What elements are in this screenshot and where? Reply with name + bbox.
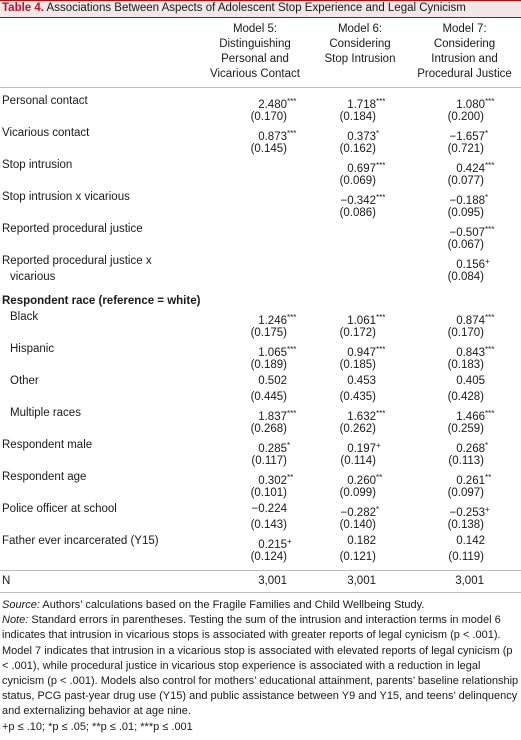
standard-error-m7: (0.097) [447, 487, 484, 499]
standard-error-m7: (0.067) [447, 239, 484, 251]
significance-mark: *** [485, 345, 495, 354]
coefficient-value: 1.718 [347, 99, 376, 111]
coefficient-value: −1.657 [449, 131, 485, 143]
coefficient-value: 1.061 [347, 315, 376, 327]
significance-mark: * [376, 129, 380, 138]
standard-error-m7: (0.138) [447, 519, 484, 531]
standard-error-m6: (0.172) [339, 327, 376, 339]
row-label: Black [10, 311, 39, 323]
n-label: N [2, 575, 11, 587]
significance-mark: ** [485, 473, 492, 482]
header-model-6 [315, 22, 405, 67]
significance-mark: + [485, 257, 490, 266]
significance-mark: + [485, 505, 490, 514]
coefficient-value: −0.224 [251, 503, 287, 515]
standard-error-m7: (0.113) [448, 455, 484, 467]
source-label: Source: [2, 599, 40, 611]
header-model-5 [200, 22, 310, 82]
coefficient-value: −0.507 [449, 227, 485, 239]
standard-error-m5: (0.145) [250, 143, 287, 155]
standard-error-m6: (0.162) [339, 143, 376, 155]
standard-error-m7: (0.119) [448, 551, 484, 563]
coefficient-value: −0.188 [449, 195, 485, 207]
significance-mark: *** [287, 409, 297, 418]
coefficient-m6 [347, 374, 393, 389]
coefficient-value: 1.632 [347, 411, 376, 423]
row-label: Respondent age [2, 471, 87, 483]
standard-error-m7: (0.259) [447, 423, 484, 435]
coefficient-value: 0.373 [347, 131, 376, 143]
header-line: Procedural Justice [417, 68, 512, 80]
coefficient-m7 [456, 374, 502, 389]
coefficient-value: 0.260 [347, 475, 376, 487]
significance-mark: *** [376, 193, 386, 202]
significance-mark: *** [287, 129, 297, 138]
standard-error-m6: (0.184) [339, 111, 376, 123]
significance-mark: ** [287, 473, 294, 482]
standard-error-m5: (0.175) [250, 327, 287, 339]
standard-error-m5: (0.143) [250, 519, 287, 531]
row-label: Reported procedural justice x [2, 255, 152, 267]
note-text: Standard errors in parentheses. Testing the sum of the intrusion and interaction terms in model 6 indicates that intrusion in vicarious stops is associated with greater reports of legal cynicism (p < .001). Model 7 indicates that intrusion in a vicarious stop is associated with elevated reports of legal cynicism (p < .001), while procedural justice in vicarious stop experience is associated with a reduction in legal cynicism (p < .001). Models also control for mothers’ educational attainment, parents’ baseline relationship status, PCG past-year drug use (Y15) and public assistance between Y9 and Y15, and teens’ delinquency and externalizing behavior at age nine. [2, 614, 519, 718]
n-model-6: 3,001 [347, 575, 376, 587]
standard-error-m5: (0.445) [250, 391, 287, 403]
coefficient-m5 [252, 502, 305, 517]
coefficient-value: 1.246 [258, 315, 287, 327]
significance-mark: * [376, 505, 380, 514]
standard-error-m7: (0.170) [447, 327, 484, 339]
standard-error-m7: (0.084) [447, 271, 484, 283]
significance-mark: *** [376, 161, 386, 170]
standard-error-m5: (0.117) [251, 455, 287, 467]
section-label: Respondent race (reference = white) [2, 295, 201, 307]
significance-mark: * [287, 441, 291, 450]
significance-mark: *** [376, 409, 386, 418]
source-text: Authors’ calculations based on the Fragile Families and Child Wellbeing Study. [39, 599, 425, 611]
coefficient-value: 1.080 [456, 99, 485, 111]
coefficient-value: 0.261 [456, 475, 485, 487]
row-label: Hispanic [10, 343, 55, 355]
source-note [2, 598, 519, 613]
significance-mark: *** [485, 97, 495, 106]
standard-error-m7: (0.183) [447, 359, 484, 371]
significance-mark: *** [485, 313, 495, 322]
coefficient-value: 0.268 [456, 443, 485, 455]
significance-mark: * [485, 129, 489, 138]
coefficient-value: 0.947 [347, 347, 376, 359]
coefficient-m7 [456, 534, 502, 549]
standard-error-m7: (0.200) [447, 111, 484, 123]
standard-error-m5: (0.189) [250, 359, 287, 371]
significance-mark: *** [485, 161, 495, 170]
coefficient-value: 0.285 [258, 443, 287, 455]
significance-mark: *** [376, 313, 386, 322]
standard-error-m5: (0.124) [250, 551, 287, 563]
standard-error-m7: (0.095) [447, 207, 484, 219]
table-number: Table 4. [2, 2, 44, 14]
significance-mark: + [287, 537, 292, 546]
coefficient-value: 0.697 [347, 163, 376, 175]
standard-error-m6: (0.114) [340, 455, 376, 467]
header-line: Model 7: [442, 23, 487, 35]
coefficient-m5 [258, 374, 304, 389]
standard-error-m7: (0.077) [447, 175, 484, 187]
row-label: Father ever incarcerated (Y15) [2, 535, 159, 547]
coefficient-value: 2.480 [258, 99, 287, 111]
header-line: Stop Intrusion [324, 53, 396, 65]
table-notes [2, 598, 519, 735]
header-line: Vicarious Contact [210, 68, 300, 80]
significance-mark: *** [376, 97, 386, 106]
coefficient-value: 1.837 [258, 411, 287, 423]
row-label: Vicarious contact [2, 127, 90, 139]
row-label: Stop intrusion [2, 159, 73, 171]
note-label: Note: [2, 614, 29, 627]
coefficient-value: −0.342 [340, 195, 376, 207]
coefficient-value: 0.182 [347, 535, 376, 547]
n-model-5: 3,001 [258, 575, 287, 587]
standard-error-m6: (0.262) [339, 423, 376, 435]
row-label: Respondent male [2, 439, 93, 451]
coefficient-value: 0.156 [456, 259, 485, 271]
coefficient-value: 1.466 [456, 411, 485, 423]
standard-error-m7: (0.428) [447, 391, 484, 403]
row-label: Personal contact [2, 95, 88, 107]
header-line: Intrusion and [431, 53, 498, 65]
significance-mark: + [376, 441, 381, 450]
n-rule [0, 570, 521, 571]
header-rule [0, 87, 521, 88]
standard-error-m5: (0.268) [250, 423, 287, 435]
table-caption: Associations Between Aspects of Adolescent Stop Experience and Legal Cynicism [46, 2, 466, 14]
standard-error-m7: (0.721) [447, 143, 484, 155]
coefficient-value: 0.502 [258, 375, 287, 387]
header-model-7 [408, 22, 521, 82]
header-line: Distinguishing [219, 38, 291, 50]
row-label: Multiple races [10, 407, 81, 419]
significance-mark: *** [485, 409, 495, 418]
coefficient-value: 0.302 [258, 475, 287, 487]
row-label: vicarious [10, 271, 56, 283]
coefficient-value: 0.843 [456, 347, 485, 359]
row-label: Reported procedural justice [2, 223, 143, 235]
standard-error-m6: (0.099) [339, 487, 376, 499]
significance-mark: *** [287, 97, 297, 106]
row-label: Other [10, 375, 39, 387]
significance-note: +p ≤ .10; *p ≤ .05; **p ≤ .01; ***p ≤ .001 [2, 720, 193, 733]
significance-mark: *** [376, 345, 386, 354]
header-line: Considering [329, 38, 391, 50]
significance-mark: ** [376, 473, 383, 482]
bottom-rule [0, 592, 521, 593]
coefficient-value: 0.873 [258, 131, 287, 143]
standard-error-m6: (0.435) [339, 391, 376, 403]
coefficient-value: −0.253 [449, 507, 485, 519]
significance-mark: *** [485, 225, 495, 234]
coefficient-value: 0.197 [347, 443, 376, 455]
general-note [2, 613, 519, 719]
header-line: Model 6: [337, 23, 383, 35]
coefficient-value: 1.065 [258, 347, 287, 359]
coefficient-value: −0.282 [340, 507, 376, 519]
coefficient-value: 0.424 [456, 163, 485, 175]
coefficient-value: 0.215 [258, 539, 287, 551]
header-line: Considering [433, 38, 496, 50]
row-label: Stop intrusion x vicarious [2, 191, 130, 203]
standard-error-m6: (0.086) [339, 207, 376, 219]
significance-mark: * [485, 193, 489, 202]
n-model-7: 3,001 [455, 575, 484, 587]
coefficient-value: 0.453 [347, 375, 376, 387]
standard-error-m6: (0.185) [339, 359, 376, 371]
header-line: Personal and [221, 53, 289, 65]
standard-error-m5: (0.101) [250, 487, 287, 499]
standard-error-m6: (0.140) [339, 519, 376, 531]
table-title [2, 1, 466, 16]
coefficient-value: 0.405 [456, 375, 485, 387]
standard-error-m6: (0.069) [339, 175, 376, 187]
coefficient-value: 0.874 [456, 315, 485, 327]
standard-error-m6: (0.121) [339, 551, 376, 563]
row-label: Police officer at school [2, 503, 117, 515]
significance-mark: *** [287, 345, 297, 354]
standard-error-m5: (0.170) [250, 111, 287, 123]
header-line: Model 5: [232, 23, 278, 35]
coefficient-value: 0.142 [456, 535, 485, 547]
significance-mark: * [485, 441, 489, 450]
significance-mark: *** [287, 313, 297, 322]
coefficient-m6 [347, 534, 393, 549]
